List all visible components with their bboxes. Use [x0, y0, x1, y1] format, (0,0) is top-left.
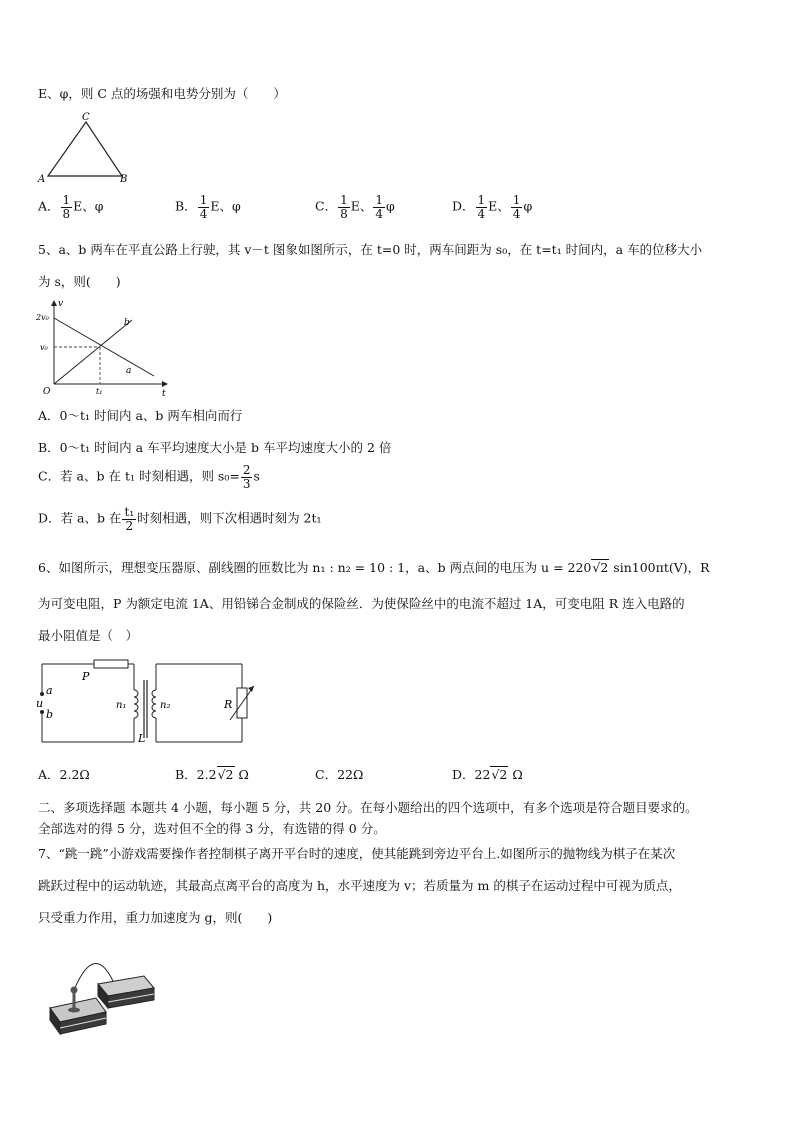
q5-option-c[interactable] — [38, 464, 260, 490]
q6-stem-line2: 为可变电阻，P 为额定电流 1A、用铅锑合金制成的保险丝．为使保险丝中的电流不超过 1A，可变电阻 R 连入电路的 — [38, 596, 685, 611]
q4-option-c-tail: φ — [385, 198, 395, 214]
q4-option-c[interactable] — [315, 194, 395, 220]
q6-option-b-text: B．2.2 — [175, 767, 217, 782]
q5-stem-line1: 5、a、b 两车在平直公路上行驶，其 v－t 图象如图所示，在 t=0 时，两车间距为 s₀，在 t=t₁ 时间内，a 车的位移大小 — [38, 242, 703, 257]
q6-circuit-diagram — [34, 658, 254, 750]
q6-option-b-unit: Ω — [234, 767, 249, 782]
q6-fuse — [94, 660, 128, 668]
q5-option-c-fraction: $\frac{2}{3}$ — [242, 463, 251, 491]
q4-label-b: B — [120, 174, 128, 185]
q5-option-d-fraction: $\frac{\text{t₁}}{2}$ — [124, 505, 135, 533]
q5-label-2v0: 2v₀ — [36, 313, 49, 322]
q6-option-c[interactable]: C．22Ω — [315, 767, 364, 782]
q4-stem: E、φ，则 C 点的场强和电势分别为（ ） — [38, 86, 286, 101]
q4-option-b-tail: E、φ — [210, 198, 241, 214]
q6-option-d[interactable] — [452, 765, 523, 783]
q6-label-n2: n₂ — [160, 700, 171, 711]
q4-label-c: C — [82, 112, 90, 123]
q6-label-r: R — [224, 698, 233, 711]
q4-option-c-label: C． — [315, 198, 338, 214]
section2-instructions-line2: 全部选对的得 5 分，选对但不全的得 3 分，有选错的得 0 分。 — [38, 821, 386, 836]
q6-option-b[interactable] — [175, 765, 249, 783]
q4-triangle-figure — [36, 112, 136, 187]
q5-label-t1: t₁ — [96, 387, 103, 396]
q4-option-b[interactable] — [175, 194, 241, 220]
q6-label-n1: n₁ — [116, 700, 127, 711]
q6-stem-tail: sin100πt(V)，R — [613, 560, 710, 575]
q5-option-a[interactable]: A．0～t₁ 时间内 a、b 两车相向而行 — [38, 408, 243, 423]
q4-option-d-tail: φ — [523, 198, 533, 214]
q6-stem-line3: 最小阻值是（ ） — [38, 628, 139, 643]
q4-option-b-label: B． — [175, 198, 197, 214]
q4-option-c-fraction-1: $\frac{1}{8}$ — [340, 193, 348, 221]
q4-option-a-tail: E、φ — [73, 198, 104, 214]
q6-option-a[interactable]: A．2.2Ω — [38, 767, 90, 782]
q5-label-t: t — [162, 389, 166, 399]
q4-option-d-fraction-2: $\frac{1}{4}$ — [512, 193, 521, 221]
q5-option-d[interactable] — [38, 506, 322, 532]
q5-label-b: b — [124, 318, 130, 328]
q4-option-c-mid: E、 — [350, 198, 373, 214]
q6-label-u: u — [36, 697, 44, 710]
q4-option-c-fraction-2: $\frac{1}{4}$ — [375, 193, 383, 221]
q4-option-a[interactable] — [38, 194, 104, 220]
section2-instructions-line1: 二、多项选择题 本题共 4 小题，每小题 5 分，共 20 分。在每小题给出的四个选项中，有多个选项是符合题目要求的。 — [38, 800, 698, 815]
q6-label-b: b — [46, 708, 54, 721]
q5-option-c-text: C．若 a、b 在 t₁ 时刻相遇，则 s₀= — [38, 468, 240, 484]
q4-option-d-fraction-1: $\frac{1}{4}$ — [477, 193, 486, 221]
q5-option-d-text: D．若 a、b 在 — [38, 510, 122, 526]
q6-label-p: P — [82, 670, 90, 683]
q4-option-a-fraction: $\frac{1}{8}$ — [62, 193, 71, 221]
q5-label-origin: O — [43, 387, 51, 397]
q4-option-d[interactable] — [452, 194, 532, 220]
q7-stem-line3: 只受重力作用，重力加速度为 g，则( ) — [38, 910, 273, 925]
q5-option-b[interactable]: B．0～t₁ 时间内 a 车平均速度大小是 b 车平均速度大小的 2 倍 — [38, 440, 392, 455]
q7-stem-line2: 跳跃过程中的运动轨迹，其最高点离平台的高度为 h，水平速度为 v；若质量为 m 的棋子在运动过程中可视为质点， — [38, 878, 681, 893]
q5-stem-line2: 为 s，则( ) — [38, 274, 121, 289]
q6-option-d-unit: Ω — [508, 767, 523, 782]
q6-stem-text: 6、如图所示，理想变压器原、副线圈的匝数比为 n₁ : n₂ = 10 : 1，a、b 两点间的电压为 u = 220 — [38, 560, 592, 575]
q5-option-d-tail: 时刻相遇，则下次相遇时刻为 2t₁ — [137, 510, 322, 526]
q6-label-a: a — [46, 684, 53, 697]
q4-option-a-label: A． — [38, 198, 60, 214]
q6-sqrt: √2 — [592, 560, 609, 575]
q5-option-c-tail: s — [253, 468, 260, 484]
q7-jump-figure — [44, 948, 164, 1036]
q4-option-b-fraction: $\frac{1}{4}$ — [199, 193, 208, 221]
q6-label-l: L — [138, 732, 146, 745]
q7-stem-line1: 7、“跳一跳”小游戏需要操作者控制棋子离开平台时的速度，使其能跳到旁边平台上.如图所示的抛物线为棋子在某次 — [38, 846, 676, 861]
q5-label-v: v — [58, 299, 64, 309]
q5-vt-graph — [34, 298, 174, 399]
q6-option-d-text: D．22 — [452, 767, 491, 782]
q6-option-d-sqrt: √2 — [491, 767, 508, 782]
q4-option-d-mid: E、 — [488, 198, 510, 214]
q6-option-b-sqrt: √2 — [217, 767, 234, 782]
q6-stem-line1 — [38, 558, 710, 576]
q5-label-v0: v₀ — [40, 343, 48, 352]
q4-label-a: A — [38, 174, 46, 185]
q4-option-d-label: D． — [452, 198, 475, 214]
q5-label-a: a — [126, 366, 132, 376]
